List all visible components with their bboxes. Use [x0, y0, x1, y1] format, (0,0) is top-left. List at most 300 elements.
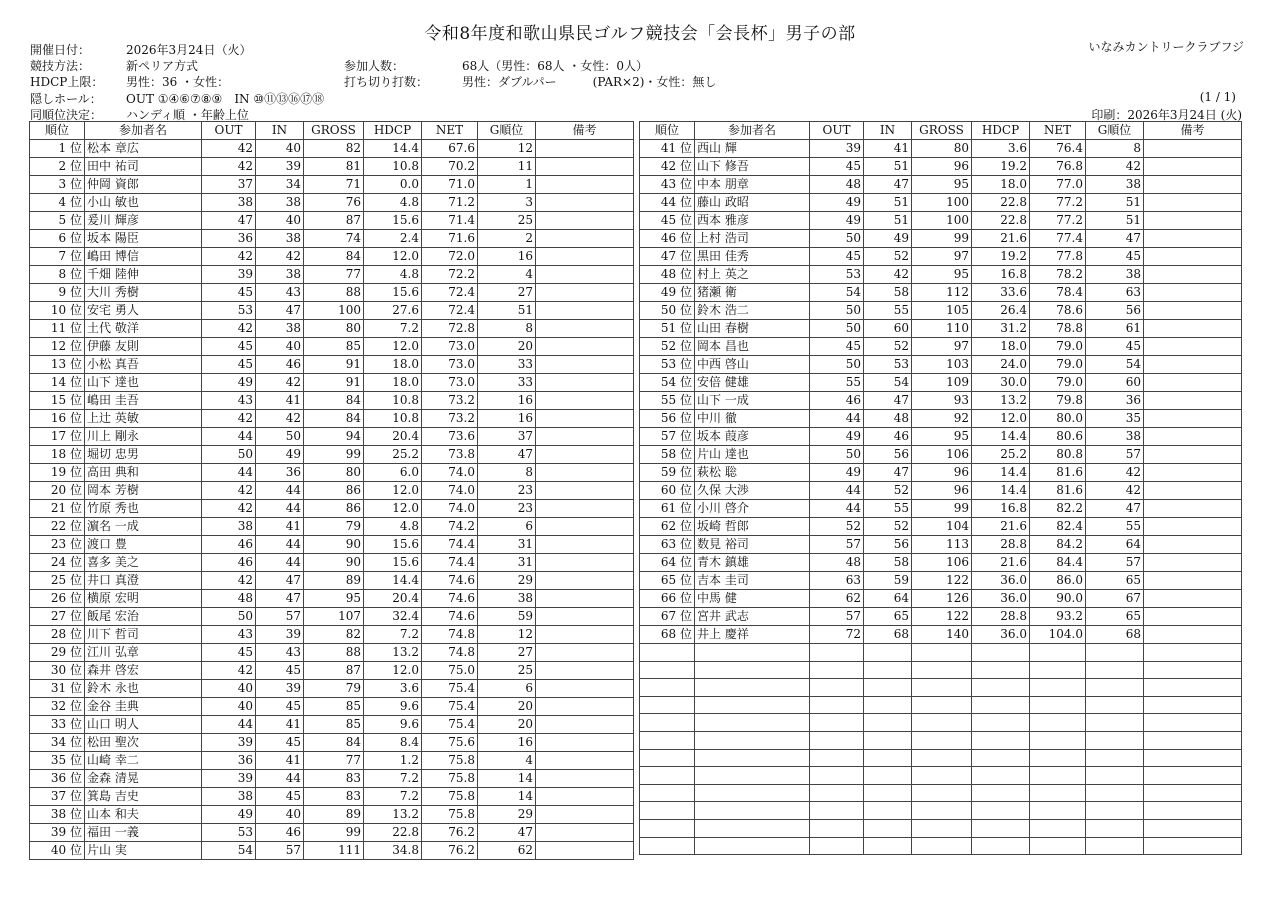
cell-notes: [536, 212, 634, 230]
cell-in: 41: [256, 392, 304, 410]
column-header-hdcp: HDCP: [364, 122, 422, 140]
cell-gross-rank: 45: [1086, 248, 1144, 266]
cell-rank: 48 位: [640, 266, 695, 284]
empty-cell: [912, 767, 972, 785]
empty-cell: [864, 784, 912, 802]
tie-break-value: ハンディ順 ・年齢上位: [126, 108, 249, 122]
cell-gross: 97: [912, 338, 972, 356]
cell-name: 嶋田 圭吾: [85, 392, 202, 410]
empty-cell: [864, 661, 912, 679]
cell-net: 76.2: [422, 842, 478, 860]
cell-in: 38: [256, 266, 304, 284]
cell-notes: [1144, 302, 1242, 320]
cell-gross-rank: 16: [478, 248, 536, 266]
cell-out: 46: [202, 554, 256, 572]
cell-hdcp: 36.0: [972, 626, 1030, 644]
cell-hdcp: 33.6: [972, 284, 1030, 302]
cell-gross: 90: [304, 536, 364, 554]
column-header-notes: 備考: [1144, 122, 1242, 140]
cell-hdcp: 22.8: [972, 194, 1030, 212]
empty-table-row: [640, 802, 1242, 820]
cell-in: 44: [256, 482, 304, 500]
cell-net: 81.6: [1030, 482, 1086, 500]
cell-gross: 106: [912, 446, 972, 464]
table-row: [30, 770, 634, 788]
cell-rank: 12 位: [30, 338, 85, 356]
table-row: [30, 410, 634, 428]
cell-hdcp: 18.0: [972, 176, 1030, 194]
cell-gross: 99: [304, 446, 364, 464]
empty-cell: [1086, 714, 1144, 732]
cell-gross: 80: [304, 464, 364, 482]
cell-out: 44: [202, 428, 256, 446]
table-row: [30, 788, 634, 806]
cell-in: 39: [256, 680, 304, 698]
column-header-net: NET: [422, 122, 478, 140]
cell-net: 75.0: [422, 662, 478, 680]
cell-rank: 52 位: [640, 338, 695, 356]
cell-rank: 44 位: [640, 194, 695, 212]
empty-cell: [972, 767, 1030, 785]
cell-notes: [536, 176, 634, 194]
cell-notes: [1144, 230, 1242, 248]
cell-gross-rank: 14: [478, 788, 536, 806]
cell-in: 44: [256, 770, 304, 788]
cell-gross: 95: [304, 590, 364, 608]
table-row: [640, 140, 1242, 158]
empty-cell: [1030, 644, 1086, 662]
cell-out: 42: [202, 158, 256, 176]
table-row: [640, 572, 1242, 590]
cell-hdcp: 12.0: [364, 662, 422, 680]
cell-notes: [1144, 500, 1242, 518]
table-row: [30, 446, 634, 464]
cell-gross-rank: 16: [478, 392, 536, 410]
column-header-in: IN: [864, 122, 912, 140]
document-title: 令和8年度和歌山県民ゴルフ競技会「会長杯」男子の部: [424, 24, 856, 44]
cell-in: 36: [256, 464, 304, 482]
cell-rank: 9 位: [30, 284, 85, 302]
cell-hdcp: 10.8: [364, 392, 422, 410]
cell-hdcp: 4.8: [364, 518, 422, 536]
cell-out: 72: [810, 626, 864, 644]
page-number: (1 / 1): [1199, 90, 1236, 104]
table-row: [30, 608, 634, 626]
cell-gross-rank: 6: [478, 680, 536, 698]
table-row: [30, 356, 634, 374]
cell-name: 高田 典和: [85, 464, 202, 482]
cell-notes: [536, 464, 634, 482]
cell-in: 56: [864, 536, 912, 554]
empty-cell: [695, 802, 810, 820]
empty-cell: [864, 749, 912, 767]
cell-gross: 89: [304, 572, 364, 590]
cell-gross-rank: 55: [1086, 518, 1144, 536]
hdcp-label: HDCP上限：: [30, 75, 104, 89]
cell-out: 50: [202, 446, 256, 464]
empty-cell: [1144, 837, 1242, 855]
cell-rank: 62 位: [640, 518, 695, 536]
cell-notes: [536, 626, 634, 644]
table-header-row: [640, 122, 1242, 140]
cell-rank: 5 位: [30, 212, 85, 230]
cell-notes: [1144, 248, 1242, 266]
cell-out: 44: [810, 482, 864, 500]
cell-gross-rank: 51: [1086, 194, 1144, 212]
cell-name: 森井 啓宏: [85, 662, 202, 680]
empty-cell: [640, 679, 695, 697]
cell-in: 64: [864, 590, 912, 608]
cell-in: 46: [864, 428, 912, 446]
column-header-gross: GROSS: [912, 122, 972, 140]
cell-hdcp: 0.0: [364, 176, 422, 194]
cell-notes: [1144, 320, 1242, 338]
column-header-in: IN: [256, 122, 304, 140]
cell-gross: 122: [912, 608, 972, 626]
empty-cell: [972, 644, 1030, 662]
cell-gross: 71: [304, 176, 364, 194]
empty-cell: [1086, 749, 1144, 767]
cell-gross: 95: [912, 266, 972, 284]
table-row: [640, 302, 1242, 320]
cell-gross: 77: [304, 266, 364, 284]
cell-net: 73.8: [422, 446, 478, 464]
empty-cell: [1086, 661, 1144, 679]
cell-name: 山下 達也: [85, 374, 202, 392]
cell-rank: 18 位: [30, 446, 85, 464]
empty-cell: [810, 696, 864, 714]
cell-gross: 80: [304, 320, 364, 338]
venue-name: いなみカントリークラブフジ: [1088, 40, 1244, 54]
cell-rank: 19 位: [30, 464, 85, 482]
cell-name: 小川 啓介: [695, 500, 810, 518]
cell-notes: [536, 644, 634, 662]
method-value: 新ペリア方式: [126, 59, 199, 73]
empty-cell: [864, 731, 912, 749]
cell-rank: 8 位: [30, 266, 85, 284]
cell-gross: 87: [304, 212, 364, 230]
cell-hdcp: 12.0: [364, 482, 422, 500]
cell-in: 41: [256, 752, 304, 770]
cell-out: 42: [202, 410, 256, 428]
cell-name: 村上 英之: [695, 266, 810, 284]
cell-in: 46: [256, 824, 304, 842]
cell-name: 安宅 勇人: [85, 302, 202, 320]
column-header-rank: 順位: [30, 122, 85, 140]
cell-net: 73.0: [422, 374, 478, 392]
cell-gross-rank: 12: [478, 626, 536, 644]
cell-name: 坂崎 哲郎: [695, 518, 810, 536]
cell-out: 49: [810, 194, 864, 212]
table-row: [30, 806, 634, 824]
cell-name: 中本 朋章: [695, 176, 810, 194]
cell-gross: 77: [304, 752, 364, 770]
cut-label: 打ち切り打数：: [344, 75, 429, 89]
cell-rank: 2 位: [30, 158, 85, 176]
empty-cell: [810, 784, 864, 802]
table-row: [640, 608, 1242, 626]
cell-out: 39: [202, 770, 256, 788]
empty-cell: [864, 802, 912, 820]
results-table-right: [639, 121, 1242, 855]
table-row: [30, 626, 634, 644]
cell-hdcp: 27.6: [364, 302, 422, 320]
cell-net: 74.0: [422, 482, 478, 500]
cell-rank: 58 位: [640, 446, 695, 464]
cell-notes: [1144, 140, 1242, 158]
cell-gross-rank: 38: [1086, 266, 1144, 284]
column-header-gross-rank: G順位: [478, 122, 536, 140]
cell-out: 40: [202, 680, 256, 698]
cell-name: 金谷 圭典: [85, 698, 202, 716]
table-row: [640, 194, 1242, 212]
cell-notes: [1144, 176, 1242, 194]
table-row: [640, 626, 1242, 644]
table-row: [640, 536, 1242, 554]
column-header-name: 参加者名: [695, 122, 810, 140]
empty-table-row: [640, 749, 1242, 767]
cell-notes: [536, 428, 634, 446]
cell-name: 宮井 武志: [695, 608, 810, 626]
cell-gross-rank: 6: [478, 518, 536, 536]
cell-notes: [536, 248, 634, 266]
empty-cell: [810, 837, 864, 855]
cell-hdcp: 28.8: [972, 608, 1030, 626]
cell-rank: 3 位: [30, 176, 85, 194]
empty-cell: [972, 819, 1030, 837]
cell-in: 48: [864, 410, 912, 428]
cell-name: 片山 達也: [695, 446, 810, 464]
cell-gross: 100: [304, 302, 364, 320]
cell-rank: 21 位: [30, 500, 85, 518]
cell-in: 40: [256, 338, 304, 356]
table-row: [30, 554, 634, 572]
cell-gross: 112: [912, 284, 972, 302]
cell-out: 63: [810, 572, 864, 590]
empty-table-row: [640, 696, 1242, 714]
cell-gross-rank: 37: [478, 428, 536, 446]
cell-net: 75.8: [422, 806, 478, 824]
empty-cell: [1086, 696, 1144, 714]
cell-net: 71.4: [422, 212, 478, 230]
cell-gross-rank: 23: [478, 482, 536, 500]
column-header-hdcp: HDCP: [972, 122, 1030, 140]
cell-notes: [1144, 482, 1242, 500]
cell-notes: [536, 680, 634, 698]
cell-notes: [536, 482, 634, 500]
cell-net: 71.6: [422, 230, 478, 248]
cell-in: 51: [864, 212, 912, 230]
cell-rank: 67 位: [640, 608, 695, 626]
cell-notes: [536, 572, 634, 590]
cell-out: 52: [810, 518, 864, 536]
cell-gross-rank: 35: [1086, 410, 1144, 428]
cell-out: 44: [810, 500, 864, 518]
cell-in: 50: [256, 428, 304, 446]
cell-net: 74.6: [422, 608, 478, 626]
cell-name: 土代 敬洋: [85, 320, 202, 338]
empty-cell: [640, 731, 695, 749]
cell-gross: 83: [304, 788, 364, 806]
cell-out: 43: [202, 626, 256, 644]
cell-in: 44: [256, 554, 304, 572]
cell-gross: 96: [912, 464, 972, 482]
empty-cell: [640, 784, 695, 802]
cell-name: 金森 清晃: [85, 770, 202, 788]
empty-cell: [912, 731, 972, 749]
cell-rank: 38 位: [30, 806, 85, 824]
cell-out: 53: [202, 302, 256, 320]
cell-in: 52: [864, 248, 912, 266]
cell-rank: 20 位: [30, 482, 85, 500]
cell-gross: 93: [912, 392, 972, 410]
cell-gross-rank: 51: [1086, 212, 1144, 230]
cell-rank: 63 位: [640, 536, 695, 554]
table-row: [30, 824, 634, 842]
empty-cell: [864, 837, 912, 855]
table-row: [30, 716, 634, 734]
cell-hdcp: 14.4: [972, 482, 1030, 500]
cell-rank: 61 位: [640, 500, 695, 518]
cell-gross: 96: [912, 482, 972, 500]
cell-gross-rank: 20: [478, 338, 536, 356]
cell-name: 小山 敏也: [85, 194, 202, 212]
cell-gross: 110: [912, 320, 972, 338]
table-row: [640, 176, 1242, 194]
cell-hdcp: 1.2: [364, 752, 422, 770]
cell-name: 喜多 美之: [85, 554, 202, 572]
cell-name: 濵名 一成: [85, 518, 202, 536]
column-header-gross-rank: G順位: [1086, 122, 1144, 140]
cell-name: 箕島 吉史: [85, 788, 202, 806]
cell-rank: 56 位: [640, 410, 695, 428]
cell-in: 47: [864, 176, 912, 194]
cell-name: 山本 和夫: [85, 806, 202, 824]
cell-name: 黒田 佳秀: [695, 248, 810, 266]
empty-cell: [972, 749, 1030, 767]
cell-name: 片山 実: [85, 842, 202, 860]
cell-gross-rank: 42: [1086, 482, 1144, 500]
table-row: [640, 392, 1242, 410]
empty-cell: [640, 837, 695, 855]
cell-gross: 99: [304, 824, 364, 842]
cell-net: 82.2: [1030, 500, 1086, 518]
column-header-name: 参加者名: [85, 122, 202, 140]
cell-gross-rank: 31: [478, 536, 536, 554]
cell-gross: 90: [304, 554, 364, 572]
cell-out: 42: [202, 248, 256, 266]
cell-net: 76.8: [1030, 158, 1086, 176]
cell-notes: [536, 410, 634, 428]
column-header-rank: 順位: [640, 122, 695, 140]
cell-hdcp: 20.4: [364, 428, 422, 446]
table-row: [640, 374, 1242, 392]
cell-in: 47: [256, 572, 304, 590]
empty-cell: [864, 714, 912, 732]
cut-value: 男性：ダブルパー (PAR×2)・女性：無し: [462, 75, 717, 89]
cell-gross-rank: 14: [478, 770, 536, 788]
cell-gross: 95: [912, 176, 972, 194]
cell-rank: 45 位: [640, 212, 695, 230]
cell-net: 90.0: [1030, 590, 1086, 608]
empty-cell: [1030, 731, 1086, 749]
cell-in: 46: [256, 356, 304, 374]
empty-cell: [640, 802, 695, 820]
cell-in: 54: [864, 374, 912, 392]
empty-cell: [1144, 644, 1242, 662]
empty-cell: [1086, 767, 1144, 785]
cell-gross: 100: [912, 212, 972, 230]
cell-out: 38: [202, 194, 256, 212]
cell-name: 岡本 昌也: [695, 338, 810, 356]
cell-gross-rank: 33: [478, 374, 536, 392]
cell-gross: 92: [912, 410, 972, 428]
cell-hdcp: 14.4: [364, 572, 422, 590]
cell-rank: 27 位: [30, 608, 85, 626]
empty-cell: [810, 802, 864, 820]
cell-name: 山下 一成: [695, 392, 810, 410]
cell-in: 38: [256, 230, 304, 248]
cell-name: 鈴木 永也: [85, 680, 202, 698]
empty-cell: [1030, 679, 1086, 697]
cell-name: 上辻 英敏: [85, 410, 202, 428]
cell-out: 50: [810, 446, 864, 464]
cell-notes: [536, 140, 634, 158]
empty-cell: [1144, 696, 1242, 714]
empty-cell: [640, 661, 695, 679]
empty-cell: [972, 837, 1030, 855]
cell-in: 44: [256, 500, 304, 518]
cell-in: 49: [864, 230, 912, 248]
empty-cell: [972, 696, 1030, 714]
cell-in: 47: [864, 392, 912, 410]
cell-net: 78.4: [1030, 284, 1086, 302]
cell-net: 74.2: [422, 518, 478, 536]
column-header-gross: GROSS: [304, 122, 364, 140]
cell-notes: [536, 500, 634, 518]
cell-hdcp: 36.0: [972, 572, 1030, 590]
cell-net: 79.8: [1030, 392, 1086, 410]
cell-out: 49: [202, 806, 256, 824]
cell-in: 41: [864, 140, 912, 158]
cell-notes: [1144, 266, 1242, 284]
table-row: [30, 212, 634, 230]
cell-gross-rank: 64: [1086, 536, 1144, 554]
cell-gross: 109: [912, 374, 972, 392]
empty-cell: [695, 767, 810, 785]
table-row: [30, 536, 634, 554]
cell-rank: 6 位: [30, 230, 85, 248]
cell-net: 72.0: [422, 248, 478, 266]
cell-in: 42: [256, 374, 304, 392]
cell-gross-rank: 20: [478, 716, 536, 734]
cell-gross: 100: [912, 194, 972, 212]
cell-in: 55: [864, 500, 912, 518]
empty-cell: [1086, 819, 1144, 837]
cell-hdcp: 3.6: [364, 680, 422, 698]
cell-out: 42: [202, 662, 256, 680]
cell-rank: 25 位: [30, 572, 85, 590]
cell-rank: 53 位: [640, 356, 695, 374]
cell-hdcp: 28.8: [972, 536, 1030, 554]
cell-in: 65: [864, 608, 912, 626]
cell-net: 74.8: [422, 626, 478, 644]
cell-hdcp: 15.6: [364, 212, 422, 230]
cell-net: 77.8: [1030, 248, 1086, 266]
cell-out: 39: [202, 734, 256, 752]
cell-out: 45: [202, 338, 256, 356]
cell-out: 39: [810, 140, 864, 158]
